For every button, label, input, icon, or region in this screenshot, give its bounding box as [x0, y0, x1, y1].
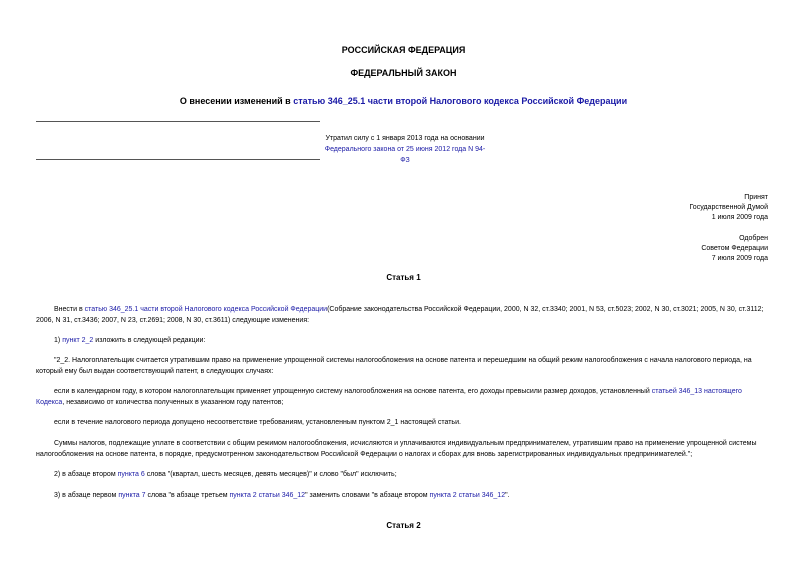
item-3-mid-1: слова "в абзаце третьем [147, 492, 228, 499]
quote-paragraph-2 [36, 386, 769, 408]
quote-p2-link[interactable]: статьей 346_13 настоящего Кодекса [36, 388, 742, 406]
item-3-link-1[interactable]: пункта 7 [118, 492, 146, 499]
item-1-post: изложить в следующей редакции: [95, 337, 206, 344]
item-3-link-3[interactable]: пункта 2 статьи 346_12 [429, 492, 506, 499]
doc-type-heading: ФЕДЕРАЛЬНЫЙ ЗАКОН [350, 68, 457, 78]
title-prefix: О внесении изменений в [179, 96, 291, 106]
item-3 [36, 490, 769, 501]
item-3-link-2[interactable]: пункта 2 статьи 346_12 [229, 492, 306, 499]
expiry-note [320, 133, 490, 166]
item-2 [36, 469, 769, 480]
intro-article-link[interactable]: статью 346_25.1 части второй Налогового кодекса Российской Федерации [84, 306, 328, 313]
intro-post: (Собрание законодательства Российской Федерации, 2000, N 32, ст.3340; 2001, N 53, ст.5023; 2002, N 30, ст.3021; 2005, N 30, ст.3112; 2006, N 31, ст.3436; 2007, N 23, ст.2691; 2008, N 30, ст.3611) следующие изменения: [36, 306, 764, 324]
duma-adoption [689, 193, 768, 223]
council-approval-date: 7 июля 2009 года [711, 255, 768, 262]
item-1-link[interactable]: пункт 2_2 [62, 337, 94, 344]
quote-p2-post: , независимо от количества полученных в указанном году патентов; [62, 399, 284, 406]
article-1-intro [36, 304, 769, 326]
duma-adoption-line1: Принят [744, 194, 768, 201]
item-3-end: ". [505, 492, 510, 499]
country-heading: РОССИЙСКАЯ ФЕДЕРАЦИЯ [341, 45, 466, 55]
item-3-pre: 3) в абзаце первом [54, 492, 117, 499]
item-3-mid-2: " заменить словами "в абзаце втором [305, 492, 428, 499]
quote-paragraph-3: если в течение налогового периода допущено несоответствие требованиям, установленным пунктом 2_1 настоящей статьи. [54, 419, 461, 426]
title-article-link[interactable]: статью 346_25.1 части второй Налогового кодекса Российской Федерации [293, 96, 628, 106]
item-1-pre: 1) [54, 337, 61, 344]
intro-pre: Внести в [54, 306, 83, 313]
duma-adoption-line2: Государственной Думой [689, 204, 768, 211]
article-1-heading: Статья 1 [386, 273, 421, 282]
expiry-law-link[interactable]: Федерального закона от 25 июня 2012 года N 94-ФЗ [324, 146, 486, 164]
item-2-link[interactable]: пункта 6 [117, 471, 145, 478]
duma-adoption-date: 1 июля 2009 года [711, 214, 768, 221]
bottom-divider [36, 159, 320, 160]
quote-p2-pre: если в календарном году, в котором налогоплательщик применяет упрощенную систему налогообложения на основе патента, его доходы превысили размер доходов, установленный [54, 388, 650, 395]
document-title [0, 96, 807, 106]
quote-paragraph-4: Суммы налогов, подлежащие уплате в соответствии с общим режимом налогообложения, исчисляются и уплачиваются индивидуальным предпринимателем, утратившим право на применение упрощенной системы налогообложения на основе патента, в порядке, предусмотренном законодательством Российской Федерации о налогах и сборах для вновь зарегистрированных индивидуальных предпринимателей."; [36, 440, 757, 458]
council-approval-line2: Советом Федерации [701, 245, 768, 252]
item-1 [36, 335, 769, 346]
item-2-post: слова "(квартал, шесть месяцев, девять месяцев)" и слово "был" исключить; [146, 471, 397, 478]
item-2-pre: 2) в абзаце втором [54, 471, 116, 478]
expiry-note-text: Утратил силу с 1 января 2013 года на основании [325, 135, 485, 142]
article-2-heading: Статья 2 [386, 521, 421, 530]
council-approval [701, 234, 768, 264]
council-approval-line1: Одобрен [739, 235, 768, 242]
quote-paragraph-1: "2_2. Налогоплательщик считается утратившим право на применение упрощенной системы налогообложения на основе патента и перешедшим на общий режим налогообложения с начала налогового периода, на который ему был выдан соответствующий патент, в следующих случаях: [36, 357, 752, 375]
top-divider [36, 121, 320, 122]
